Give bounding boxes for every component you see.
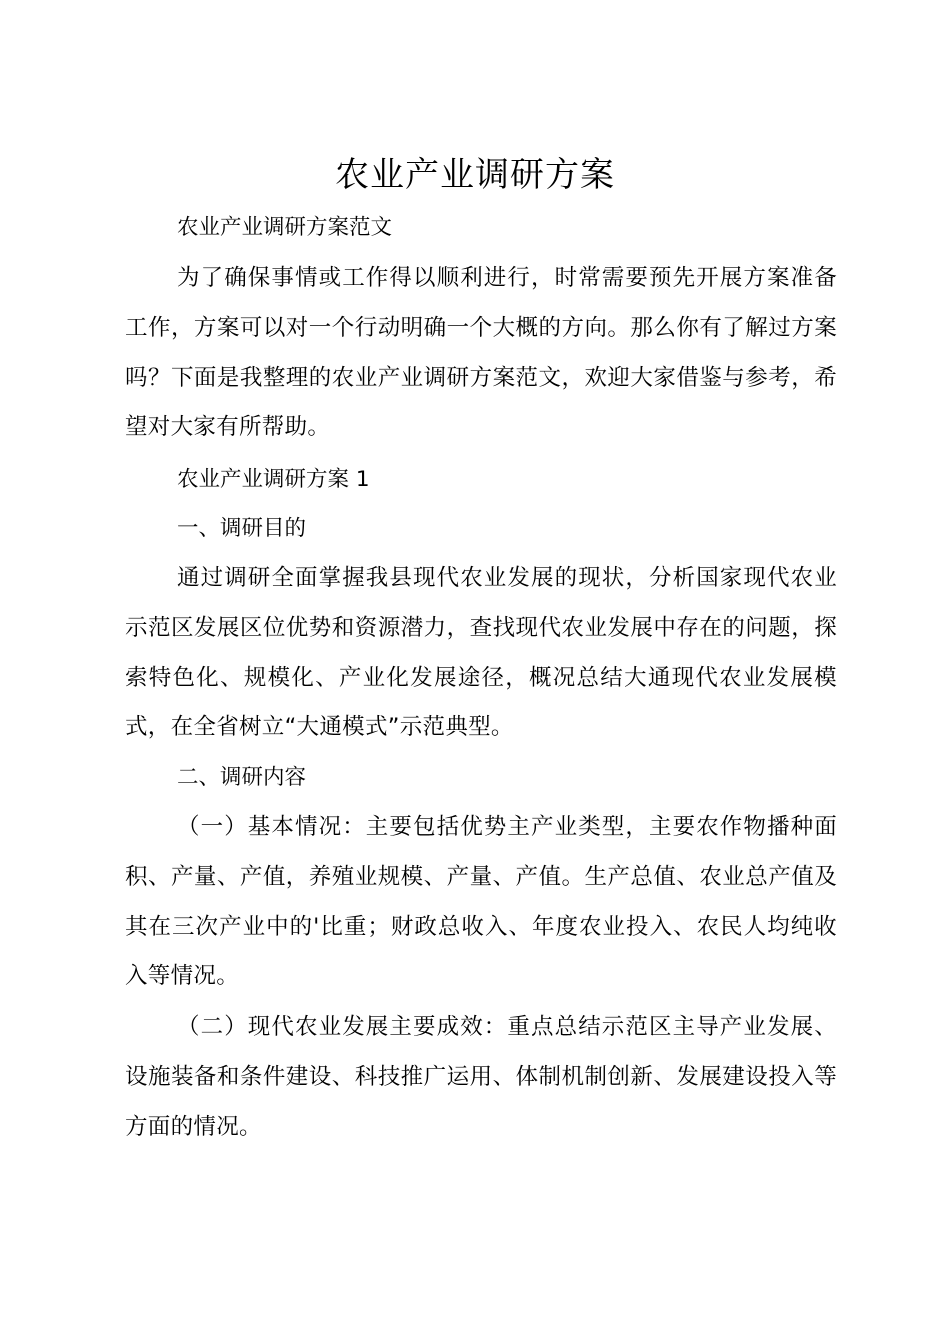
heading-research-content: 二、调研内容 (177, 765, 307, 790)
intro-paragraph: 为了确保事情或工作得以顺利进行，时常需要预先开展方案准备工作，方案可以对一个行动明确一个大概的方向。那么你有了解过方案吗？下面是我整理的农业产业调研方案范文，欢迎大家借鉴与参考，希望对大家有所帮助。 (125, 265, 837, 441)
paragraph-basic-situation: （一）基本情况：主要包括优势主产业类型，主要农作物播种面积、产量、产值，养殖业规模、产量、产值。生产总值、农业总产值及其在三次产业中的'比重；财政总收入、年度农业投入、农民人均纯收入等情况。 (125, 814, 837, 990)
document-subtitle: 农业产业调研方案范文 (177, 215, 393, 240)
paragraph-research-purpose: 通过调研全面掌握我县现代农业发展的现状，分析国家现代农业示范区发展区位优势和资源潜力，查找现代农业发展中存在的问题，探索特色化、规模化、产业化发展途径，概况总结大通现代农业发展模式，在全省树立“大通模式”示范典型。 (125, 565, 837, 741)
heading-research-purpose: 一、调研目的 (177, 516, 307, 541)
paragraph-modern-agriculture-results: （二）现代农业发展主要成效：重点总结示范区主导产业发展、设施装备和条件建设、科技推广运用、体制机制创新、发展建设投入等方面的情况。 (125, 1014, 837, 1140)
section-title: 农业产业调研方案 1 (177, 467, 370, 492)
document-title: 农业产业调研方案 (335, 155, 615, 195)
